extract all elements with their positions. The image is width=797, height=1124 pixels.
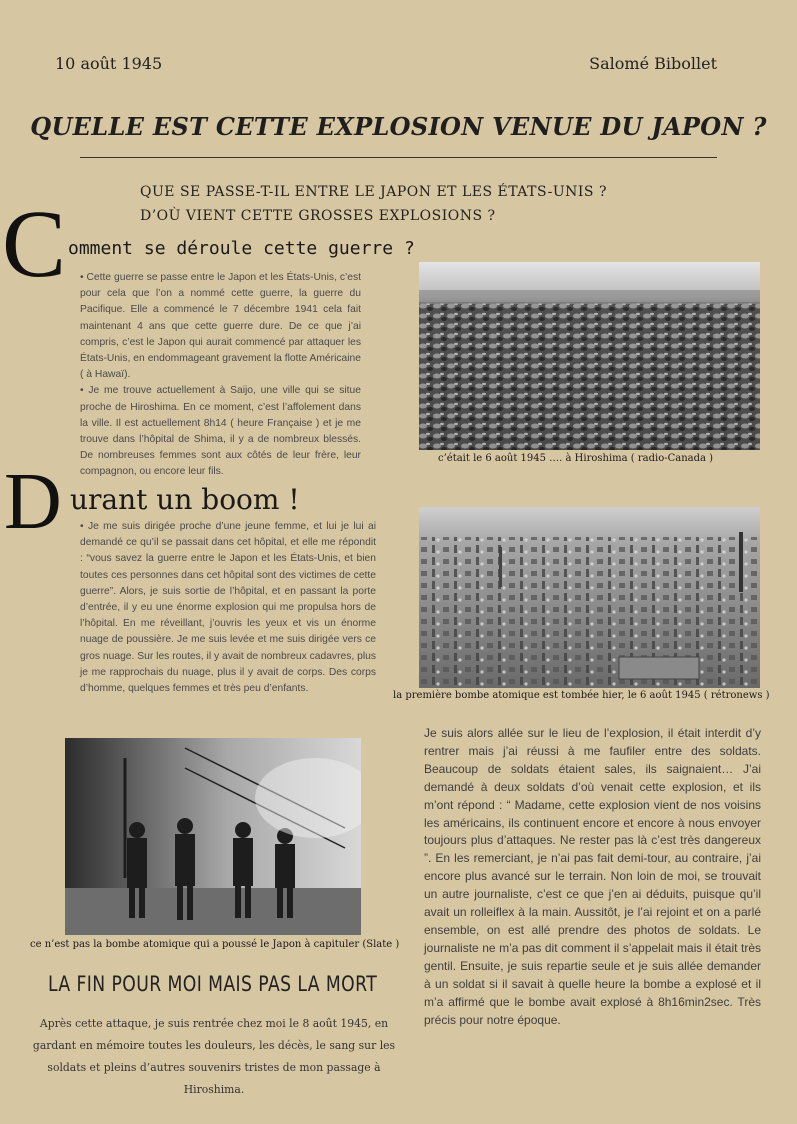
dropcap-d: D: [4, 458, 62, 546]
title-divider: [80, 157, 717, 158]
photo-hiroshima-victims: [419, 262, 760, 450]
photo-soldiers-fire: [65, 738, 361, 935]
section1-heading: omment se déroule cette guerre ?: [68, 238, 415, 259]
photo3-caption: ce n’est pas la bombe atomique qui a poussé le Japon à capituler (Slate ): [30, 939, 400, 950]
section1-paragraph-2: • Je me trouve actuellement à Saijo, une ville qui se situe proche de Hiroshima. En ce moment, c’est l’affolement dans la ville. Il est actuellement 8h14 ( heure Française ) et je me trouve dans l’hôpital de Shima, il y a de nombreux blessés. De nombreuses femmes sont aux côtés de leur frère, leur compagnon, ou encore leur fils.: [80, 385, 361, 478]
section2-text: [80, 519, 376, 697]
article-date: 10 août 1945: [55, 54, 163, 73]
final-section-text: Après cette attaque, je suis rentrée chez moi le 8 août 1945, en gardant en mémoire toutes les douleurs, les décès, le sang sur les soldats et pleins d’autres souvenirs tristes de mon passage à Hiroshima.: [32, 1017, 396, 1096]
final-section-heading: LA FIN POUR MOI MAIS PAS LA MORT: [48, 972, 378, 996]
right-column-text: [424, 725, 761, 1029]
photo2-caption: la première bombe atomique est tombée hier, le 6 août 1945 ( rétronews ): [393, 690, 770, 701]
section1-paragraph-1: • Cette guerre se passe entre le Japon et les États-Unis, c’est pour cela que l’on a nommé cette guerre, la guerre du Pacifique. Elle a commencé le 7 décembre 1941 cela fait maintenant 4 ans que cette guerre dure. De ce que j’ai compris, c’est le Japon qui aurait commencé par attaquer les États-Unis, en endommageant gravement la flotte Américaine ( à Hawaï).: [80, 272, 361, 381]
subtitle-line-1: QUE SE PASSE-T-IL ENTRE LE JAPON ET LES ÉTATS-UNIS ?: [140, 184, 607, 200]
section1-text: [80, 270, 361, 481]
photo1-caption: c’était le 6 août 1945 …. à Hiroshima ( radio-Canada ): [438, 453, 714, 464]
section2-paragraph: • Je me suis dirigée proche d’une jeune femme, et lui je lui ai demandé ce qu’il se passait dans cet hôpital, et elle me répondit : “vous savez la guerre entre le Japon et les États-Unis, et bien toutes ces personnes dans cet hôpital sont des victimes de cette guerre”. Alors, je suis sortie de l’hôpital, et en passant la porte d’entrée, il y eu une énorme explosion qui me propulsa hors de l’hôpital. En me réveillant, j’ouvris les yeux et vis un énorme nuage de poussière. Je me suis levée et me suis dirigée vers ce gros nuage. Sur les routes, il y avait de nombreux cadavres, plus je me rapprochais du nuage, plus il y avait de corps. Des corps d’homme, quelques femmes et très peu d’enfants.: [80, 521, 376, 695]
section2-heading: urant un boom !: [70, 483, 300, 516]
photo-destroyed-city: [419, 507, 760, 688]
article-author: Salomé Bibollet: [589, 54, 717, 73]
right-column-paragraph: Je suis alors allée sur le lieu de l’explosion, il était interdit d’y rentrer mais j’ai réussi à me faufiler entre des soldats. Beaucoup de soldats étaient sales, ils saignaient… J’ai demandé à deux soldats d’où venait cette explosion, et ils m’ont répond : “ Madame, cette explosion vient de nos voisins les américains, ils continuent encore et encore à nous envoyer toujours plus d’attaques. Ne rester pas là c’est très dangereux ”. En les remerciant, je n’ai pas fait demi-tour, au contraire, j’ai encore plus avancé sur le terrain. Non loin de moi, se trouvait un autre journaliste, c’est ce que j’en ai déduits, puisque qu’il avait un rolleiflex à la main. Aussitôt, je l’ai rejoint et on a parlé ensemble, on est allé prendre des photos de soldats. Le journaliste ne m’a pas dit comment il s’appelait mais il était très gentil. Ensuite, je suis repartie seule et je suis allée demander à un soldat si il savait à quelle heure la bombe a explosé et il m’a affirmé que le bombe avait explosé à 8h16min2sec. Très précis pour notre époque.: [424, 726, 761, 1027]
subtitle-line-2: D’OÙ VIENT CETTE GROSSES EXPLOSIONS ?: [140, 208, 496, 224]
subtitle-questions: [140, 180, 660, 228]
article-title: QUELLE EST CETTE EXPLOSION VENUE DU JAPON ?: [30, 112, 767, 141]
dropcap-c: C: [2, 190, 67, 297]
